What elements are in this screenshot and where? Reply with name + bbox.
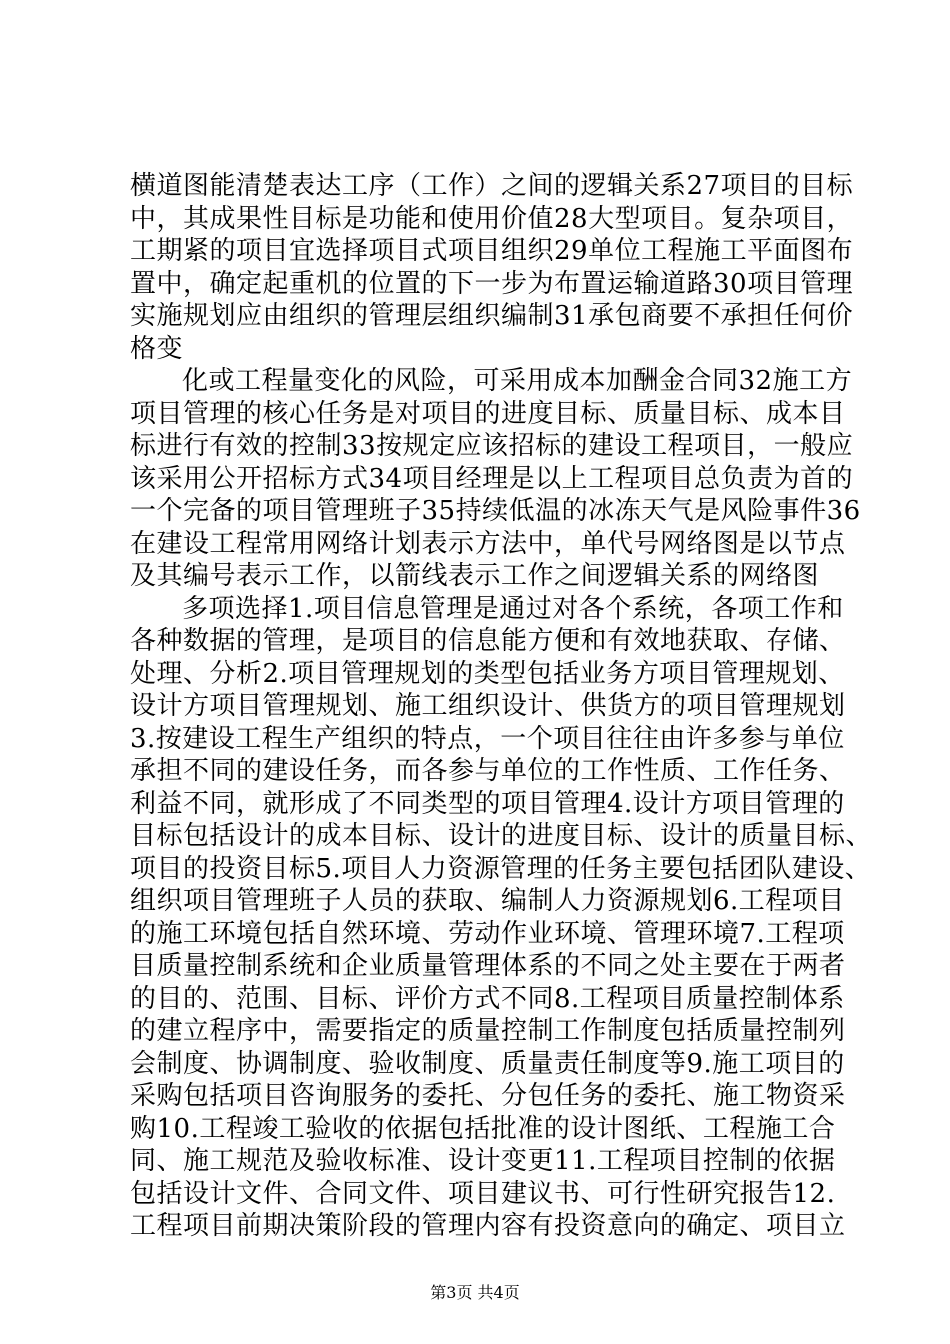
text-line: 化或工程量变化的风险，可采用成本加酬金合同32施工方 bbox=[182, 366, 853, 396]
text-line: 包括设计文件、合同文件、项目建议书、可行性研究报告12. bbox=[130, 1178, 836, 1209]
text-line: 同、施工规范及验收标准、设计变更11.工程项目控制的依据 bbox=[130, 1146, 836, 1176]
text-line: 格变 bbox=[130, 333, 184, 364]
text-line: 多项选择1.项目信息管理是通过对各个系统，各项工作和 bbox=[182, 593, 844, 624]
text-line: 设计方项目管理规划、施工组织设计、供货方的项目管理规划 bbox=[130, 691, 846, 721]
text-line: 一个完备的项目管理班子35持续低温的冰冻天气是风险事件36 bbox=[130, 496, 861, 526]
text-line: 该采用公开招标方式34项目经理是以上工程项目总负责为首的 bbox=[130, 463, 854, 494]
text-line: 中，其成果性目标是功能和使用价值28大型项目。复杂项目， bbox=[130, 203, 854, 234]
text-line: 的目的、范围、目标、评价方式不同8.工程项目质量控制体系 bbox=[130, 983, 845, 1014]
text-line: 处理、分析2.项目管理规划的类型包括业务方项目管理规划、 bbox=[130, 658, 845, 689]
text-line: 项目管理的核心任务是对项目的进度目标、质量目标、成本目 bbox=[130, 398, 846, 429]
text-line: 工程项目前期决策阶段的管理内容有投资意向的确定、项目立 bbox=[130, 1211, 846, 1241]
text-line: 工期紧的项目宜选择项目式项目组织29单位工程施工平面图布 bbox=[130, 236, 854, 266]
text-line: 组织项目管理班子人员的获取、编制人力资源规划6.工程项目 bbox=[130, 886, 845, 916]
text-line: 目标包括设计的成本目标、设计的进度目标、设计的质量目标、 bbox=[130, 821, 873, 851]
text-line: 购10.工程竣工验收的依据包括批准的设计图纸、工程施工合 bbox=[130, 1113, 836, 1144]
text-line: 承担不同的建设任务，而各参与单位的工作性质、工作任务、 bbox=[130, 756, 846, 786]
page-footer: 第3页 共4页 bbox=[430, 1283, 520, 1302]
text-line: 标进行有效的控制33按规定应该招标的建设工程项目，一般应 bbox=[130, 431, 854, 461]
body-text bbox=[130, 170, 873, 1243]
text-line: 各种数据的管理，是项目的信息能方便和有效地获取、存储、 bbox=[130, 626, 846, 656]
text-line: 在建设工程常用网络计划表示方法中，单代号网络图是以节点 bbox=[130, 528, 846, 559]
text-line: 会制度、协调制度、验收制度、质量责任制度等9.施工项目的 bbox=[130, 1048, 845, 1079]
text-line: 及其编号表示工作，以箭线表示工作之间逻辑关系的网络图 bbox=[130, 561, 820, 591]
text-line: 实施规划应由组织的管理层组织编制31承包商要不承担任何价 bbox=[130, 301, 854, 331]
text-line: 的建立程序中，需要指定的质量控制工作制度包括质量控制列 bbox=[130, 1016, 846, 1046]
text-line: 横道图能清楚表达工序（工作）之间的逻辑关系27项目的目标 bbox=[130, 171, 854, 201]
text-line: 项目的投资目标5.项目人力资源管理的任务主要包括团队建设、 bbox=[130, 853, 872, 884]
text-line: 采购包括项目咨询服务的委托、分包任务的委托、施工物资采 bbox=[130, 1081, 846, 1111]
text-line: 置中，确定起重机的位置的下一步为布置运输道路30项目管理 bbox=[130, 268, 854, 299]
text-line: 的施工环境包括自然环境、劳动作业环境、管理环境7.工程项 bbox=[130, 918, 845, 949]
text-line: 利益不同，就形成了不同类型的项目管理4.设计方项目管理的 bbox=[130, 788, 845, 819]
text-line: 目质量控制系统和企业质量管理体系的不同之处主要在于两者 bbox=[130, 951, 846, 981]
text-line: 3.按建设工程生产组织的特点，一个项目往往由许多参与单位 bbox=[130, 723, 845, 754]
